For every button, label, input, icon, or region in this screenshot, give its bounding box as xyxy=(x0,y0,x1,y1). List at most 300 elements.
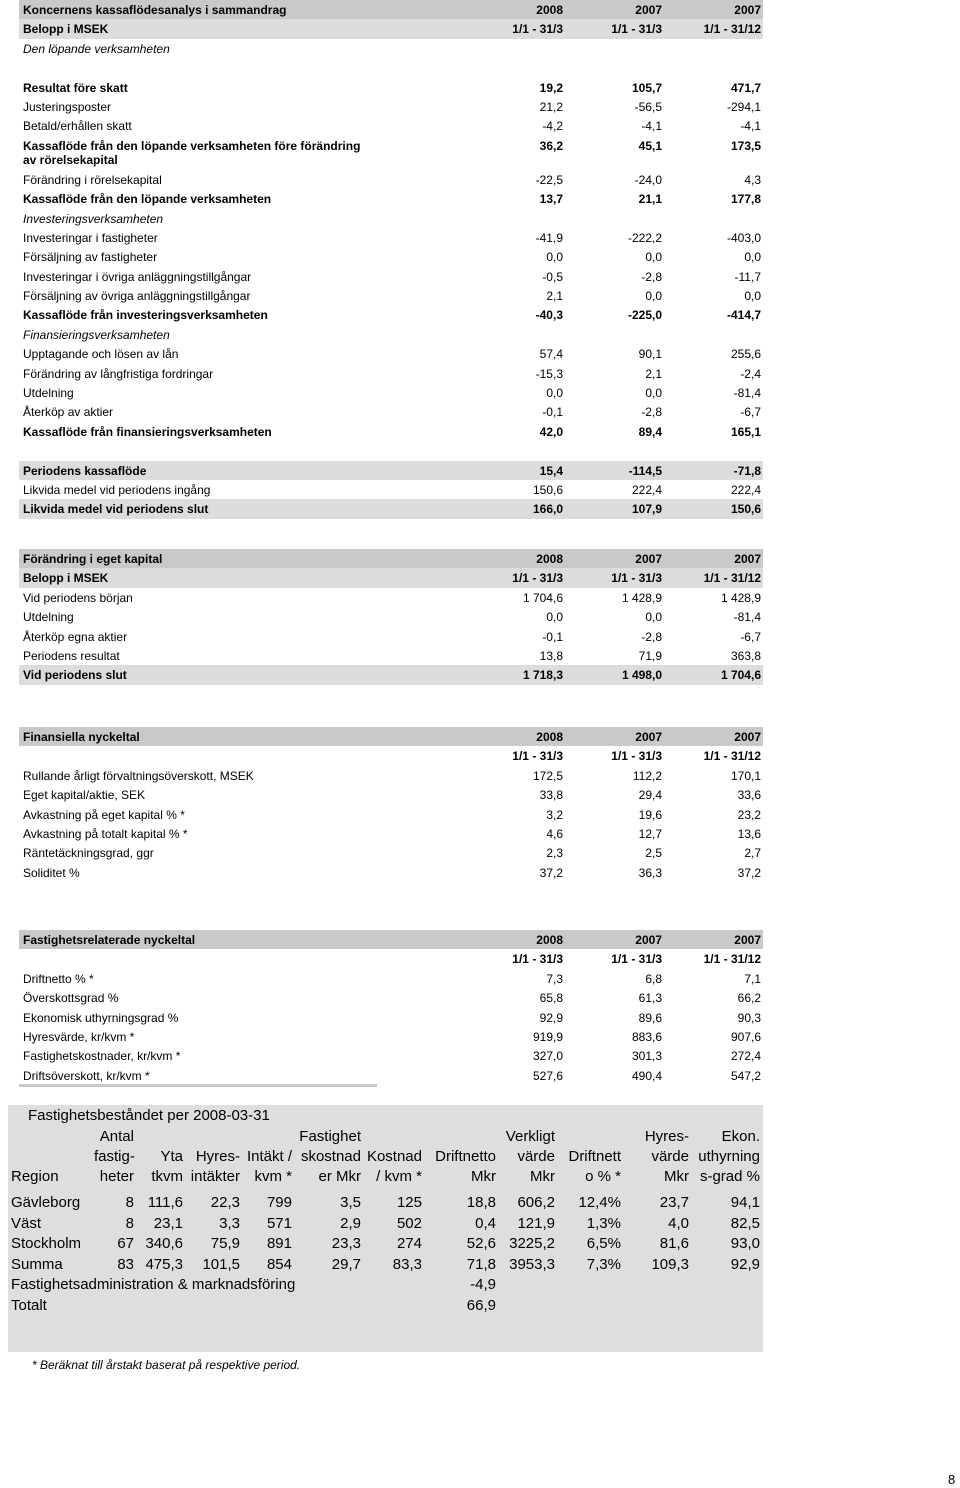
column-header: / kvm * xyxy=(376,1168,422,1185)
value-cell: 71,8 xyxy=(466,1255,496,1273)
row-value: 4,3 xyxy=(744,172,761,187)
column-header: Yta xyxy=(160,1148,183,1165)
row-value: -2,8 xyxy=(641,269,662,284)
row-label xyxy=(19,668,466,682)
row-value: -414,7 xyxy=(726,308,761,323)
row-value: 66,2 xyxy=(737,991,761,1006)
row-label-text: Försäljning av övriga anläggningstillgångar xyxy=(23,289,251,304)
table-row xyxy=(19,969,763,988)
row-value: 363,8 xyxy=(730,648,761,663)
table-row xyxy=(19,136,763,170)
row-label xyxy=(19,250,466,264)
value-cell: 92,9 xyxy=(730,1255,760,1273)
row-value: 527,6 xyxy=(532,1068,563,1083)
row-value: -2,4 xyxy=(740,366,761,381)
row-label xyxy=(19,649,466,663)
row-label-text: Likvida medel vid periodens ingång xyxy=(23,482,211,497)
value-cell: 340,6 xyxy=(145,1235,183,1253)
value-cell: 22,3 xyxy=(210,1194,240,1211)
value-cell: 799 xyxy=(266,1194,292,1211)
row-value: -15,3 xyxy=(535,366,563,381)
column-header: Intäkt / xyxy=(246,1148,292,1165)
holdings-title: Fastighetsbeståndet per 2008-03-31 xyxy=(28,1107,270,1124)
section-title: Fastighetsrelaterade nyckeltal xyxy=(23,933,196,947)
row-label xyxy=(19,347,466,361)
table-row xyxy=(19,499,763,518)
row-value: 13,7 xyxy=(539,192,563,207)
row-label-text: Hyresvärde, kr/kvm * xyxy=(23,1029,135,1044)
column-header: Antal xyxy=(99,1128,134,1145)
region-cell: Gävleborg xyxy=(11,1194,81,1211)
row-value: 13,6 xyxy=(737,826,761,841)
value-cell: 93,0 xyxy=(730,1235,760,1253)
row-value: 6,8 xyxy=(645,971,662,986)
row-value: 2,7 xyxy=(744,846,761,861)
spacer xyxy=(19,58,763,77)
row-value: 301,3 xyxy=(631,1049,662,1064)
table-row xyxy=(19,422,763,441)
row-value: 23,2 xyxy=(737,807,761,822)
footnote-box xyxy=(8,1352,763,1378)
row-label-text: Finansieringsverksamheten xyxy=(23,327,170,342)
row-value: -40,3 xyxy=(535,308,563,323)
value-cell: 18,8 xyxy=(466,1194,496,1211)
value-cell: 571 xyxy=(266,1214,292,1232)
row-label-text: Utdelning xyxy=(23,386,74,401)
row-value: 272,4 xyxy=(730,1049,761,1064)
column-header: värde xyxy=(517,1148,555,1165)
row-label-text: Periodens kassaflöde xyxy=(23,463,147,478)
table-header-row xyxy=(19,549,763,568)
column-header: s-grad % xyxy=(699,1168,760,1185)
row-label xyxy=(19,991,466,1005)
row-label-text: Likvida medel vid periodens slut xyxy=(23,502,209,517)
table-row xyxy=(19,364,763,383)
year-header: 2007 xyxy=(734,730,761,744)
value-cell: 23,1 xyxy=(153,1214,183,1232)
column-header: Ekon. xyxy=(721,1128,760,1145)
column-header: o % * xyxy=(585,1168,621,1185)
value-cell: 111,6 xyxy=(147,1194,183,1211)
row-value: -22,5 xyxy=(535,172,563,187)
row-value: 1 718,3 xyxy=(522,668,563,683)
row-label xyxy=(19,308,466,322)
row-value: 1 704,6 xyxy=(522,590,563,605)
table-row xyxy=(19,1066,763,1085)
table-header-row xyxy=(19,0,763,19)
row-value: -71,8 xyxy=(733,463,761,478)
table-row xyxy=(19,824,763,843)
value-cell: 101,5 xyxy=(202,1255,240,1273)
value-cell: 94,1 xyxy=(730,1194,760,1211)
table-row xyxy=(19,1027,763,1046)
row-value: -403,0 xyxy=(726,230,761,245)
value-cell: 3953,3 xyxy=(509,1255,555,1273)
footnote-text: * Beräknat till årstakt baserat på respektive period. xyxy=(32,1358,301,1372)
value-cell: 29,7 xyxy=(331,1255,361,1273)
column-header: heter xyxy=(99,1168,134,1185)
property-kpi-table xyxy=(19,930,763,1085)
row-label xyxy=(19,808,466,822)
row-value: -41,9 xyxy=(535,230,563,245)
row-label-text: Investeringsverksamheten xyxy=(23,211,164,226)
row-value: 7,1 xyxy=(744,971,761,986)
row-label-text: Investeringar i övriga anläggningstillgångar xyxy=(23,269,252,284)
value-cell: 125 xyxy=(396,1194,422,1211)
row-value: -2,8 xyxy=(641,629,662,644)
row-label-text: Vid periodens början xyxy=(23,590,133,605)
row-label xyxy=(19,769,466,783)
column-header: Mkr xyxy=(471,1168,496,1185)
period-header: 1/1 - 31/3 xyxy=(512,749,563,764)
unit-label: Belopp i MSEK xyxy=(23,571,109,586)
holdings-row xyxy=(8,1214,763,1235)
region-cell: Fastighetsadministration & marknadsföring xyxy=(11,1276,296,1294)
row-label-text: Upptagande och lösen av lån xyxy=(23,347,179,362)
row-value: 0,0 xyxy=(645,289,662,304)
row-value: -294,1 xyxy=(726,99,761,114)
value-cell: 891 xyxy=(266,1235,292,1253)
period-header: 1/1 - 31/3 xyxy=(611,22,662,37)
value-cell: 475,3 xyxy=(145,1255,183,1273)
year-header: 2007 xyxy=(635,730,662,744)
row-value: 0,0 xyxy=(744,250,761,265)
row-label xyxy=(19,173,466,187)
value-cell: 0,4 xyxy=(475,1214,496,1232)
table-row xyxy=(19,209,763,228)
row-label xyxy=(19,231,466,245)
period-header: 1/1 - 31/3 xyxy=(512,952,563,967)
row-label xyxy=(19,464,466,478)
holdings-row xyxy=(8,1193,763,1214)
row-value: 21,2 xyxy=(539,99,563,114)
row-label xyxy=(19,367,466,381)
year-header: 2008 xyxy=(536,730,563,744)
period-header-row xyxy=(19,19,763,38)
row-value: 1 428,9 xyxy=(720,590,761,605)
row-value: -56,5 xyxy=(634,99,662,114)
value-cell: 23,7 xyxy=(659,1194,689,1211)
value-cell: 854 xyxy=(266,1255,292,1273)
table-row xyxy=(19,305,763,324)
period-header: 1/1 - 31/12 xyxy=(703,571,761,586)
table-row xyxy=(19,97,763,116)
row-value: 12,7 xyxy=(638,826,662,841)
section-divider xyxy=(19,1084,377,1087)
period-header-row xyxy=(19,949,763,968)
row-value: -2,8 xyxy=(641,405,662,420)
value-cell: 52,6 xyxy=(466,1235,496,1253)
row-value: 2,5 xyxy=(645,846,662,861)
row-value: 36,2 xyxy=(539,138,563,153)
row-label xyxy=(19,1069,466,1083)
row-value: -81,4 xyxy=(733,610,761,625)
value-cell: 606,2 xyxy=(517,1194,555,1211)
period-header: 1/1 - 31/3 xyxy=(611,571,662,586)
row-label-text: Eget kapital/aktie, SEK xyxy=(23,788,146,803)
row-value: 37,2 xyxy=(539,865,563,880)
table-row xyxy=(19,344,763,363)
table-row xyxy=(19,189,763,208)
value-cell: 8 xyxy=(125,1214,134,1232)
row-label xyxy=(19,610,466,624)
section-title: Koncernens kassaflödesanalys i sammandrag xyxy=(23,3,287,17)
row-value: 471,7 xyxy=(730,80,761,95)
row-label xyxy=(19,270,466,284)
column-header: skostnad xyxy=(300,1148,361,1165)
row-value: 2,1 xyxy=(645,366,662,381)
row-label xyxy=(19,212,466,226)
row-value: 7,3 xyxy=(546,971,563,986)
row-value: 0,0 xyxy=(546,386,563,401)
table-row xyxy=(19,1046,763,1065)
financial-kpi-table xyxy=(19,727,763,882)
row-value: 107,9 xyxy=(631,502,662,517)
table-row xyxy=(19,646,763,665)
column-header: Hyres- xyxy=(195,1148,240,1165)
row-value: 1 498,0 xyxy=(621,668,662,683)
row-label xyxy=(19,483,466,497)
row-label xyxy=(19,139,466,167)
value-cell: 66,9 xyxy=(466,1297,496,1314)
region-cell: Summa xyxy=(11,1255,63,1273)
year-header: 2007 xyxy=(635,3,662,17)
year-header: 2007 xyxy=(635,933,662,947)
period-header: 1/1 - 31/3 xyxy=(611,952,662,967)
row-label-text: Överskottsgrad % xyxy=(23,991,119,1006)
row-value: 0,0 xyxy=(645,250,662,265)
row-value: 89,4 xyxy=(638,424,662,439)
year-header: 2008 xyxy=(536,933,563,947)
row-value: 19,6 xyxy=(638,807,662,822)
holdings-row xyxy=(8,1275,763,1296)
row-value: 1 704,6 xyxy=(720,668,761,683)
row-value: 919,9 xyxy=(532,1029,563,1044)
table-row xyxy=(19,607,763,626)
row-value: 327,0 xyxy=(532,1049,563,1064)
row-label xyxy=(19,591,466,605)
row-value: -225,0 xyxy=(627,308,662,323)
value-cell: 3225,2 xyxy=(509,1235,555,1253)
row-label xyxy=(19,972,466,986)
value-cell: 75,9 xyxy=(210,1235,240,1253)
value-cell: 502 xyxy=(396,1214,422,1232)
section-title: Finansiella nyckeltal xyxy=(23,730,140,744)
table-row xyxy=(19,325,763,344)
row-value: 255,6 xyxy=(730,347,761,362)
column-header: fastig- xyxy=(94,1148,135,1165)
row-value: 150,6 xyxy=(532,482,563,497)
row-value: 547,2 xyxy=(730,1068,761,1083)
row-value: 33,8 xyxy=(539,788,563,803)
row-label-text: Vid periodens slut xyxy=(23,668,127,683)
row-value: -4,1 xyxy=(740,119,761,134)
column-header: uthyrning xyxy=(698,1148,760,1165)
row-label-text: Förändring i rörelsekapital xyxy=(23,172,162,187)
table-row xyxy=(19,627,763,646)
row-label-text: Driftnetto % * xyxy=(23,971,94,986)
row-label xyxy=(19,405,466,419)
row-value: 0,0 xyxy=(645,386,662,401)
region-cell: Totalt xyxy=(11,1297,47,1314)
year-header: 2007 xyxy=(734,552,761,566)
row-value: -24,0 xyxy=(634,172,662,187)
row-label xyxy=(19,846,466,860)
row-value: 0,0 xyxy=(744,289,761,304)
region-cell: Väst xyxy=(11,1214,42,1232)
row-label xyxy=(19,386,466,400)
row-label-text: Fastighetskostnader, kr/kvm * xyxy=(23,1049,181,1064)
year-header: 2007 xyxy=(734,3,761,17)
column-header: Verkligt xyxy=(505,1128,555,1145)
table-row xyxy=(19,480,763,499)
value-cell: 12,4% xyxy=(578,1194,621,1211)
value-cell: 8 xyxy=(125,1194,134,1211)
value-cell: 7,3% xyxy=(586,1255,621,1273)
value-cell: -4,9 xyxy=(470,1276,496,1294)
row-value: -4,1 xyxy=(641,119,662,134)
row-value: -6,7 xyxy=(740,629,761,644)
table-row xyxy=(19,383,763,402)
row-value: 29,4 xyxy=(638,788,662,803)
row-value: -114,5 xyxy=(628,463,662,478)
row-label-text: Investeringar i fastigheter xyxy=(23,230,158,245)
row-value: 61,3 xyxy=(638,991,662,1006)
row-value: 21,1 xyxy=(638,192,662,207)
row-value: 883,6 xyxy=(631,1029,662,1044)
column-header: er Mkr xyxy=(318,1168,361,1185)
row-value: 173,5 xyxy=(730,138,761,153)
row-value: 0,0 xyxy=(546,250,563,265)
table-row xyxy=(19,116,763,135)
value-cell: 274 xyxy=(396,1235,422,1253)
row-label-text: Återköp egna aktier xyxy=(23,629,128,644)
period-header: 1/1 - 31/3 xyxy=(512,571,563,586)
row-value: 0,0 xyxy=(546,610,563,625)
table-row xyxy=(19,805,763,824)
value-cell: 2,9 xyxy=(340,1214,361,1232)
year-header: 2008 xyxy=(536,552,563,566)
row-label xyxy=(19,827,466,841)
table-row xyxy=(19,39,763,58)
column-header: kvm * xyxy=(254,1168,292,1185)
row-value: 177,8 xyxy=(730,192,761,207)
column-header: Mkr xyxy=(530,1168,555,1185)
row-value: 4,6 xyxy=(546,826,563,841)
row-label-text: Resultat före skatt xyxy=(23,80,128,95)
row-label xyxy=(19,1049,466,1063)
row-value: 90,3 xyxy=(737,1010,761,1025)
row-label-text: Kassaflöde från den löpande verksamheten xyxy=(23,192,272,207)
row-label-text: Rullande årligt förvaltningsöverskott, MSEK xyxy=(23,768,254,783)
row-label-text: Soliditet % xyxy=(23,865,80,880)
value-cell: 23,3 xyxy=(331,1235,361,1253)
row-label-text-cont: av rörelsekapital xyxy=(23,152,118,167)
spacer xyxy=(19,441,763,460)
column-header: tkvm xyxy=(151,1168,183,1185)
section-title: Förändring i eget kapital xyxy=(23,552,163,566)
period-header-row xyxy=(19,746,763,765)
row-value: 0,0 xyxy=(645,610,662,625)
period-header-row xyxy=(19,568,763,587)
row-value: 166,0 xyxy=(532,502,563,517)
column-header: Driftnetto xyxy=(435,1148,496,1165)
row-value: 33,6 xyxy=(737,788,761,803)
row-value: 2,3 xyxy=(546,846,563,861)
holdings-row xyxy=(8,1234,763,1255)
row-value: 490,4 xyxy=(631,1068,662,1083)
row-label-text: Kassaflöde från den löpande verksamheten före förändring xyxy=(23,138,361,153)
page-number: 8 xyxy=(948,1472,956,1487)
row-value: -11,7 xyxy=(734,269,761,284)
value-cell: 83 xyxy=(117,1255,134,1273)
row-value: 65,8 xyxy=(539,991,563,1006)
year-header: 2007 xyxy=(734,933,761,947)
table-row xyxy=(19,665,763,684)
row-value: 112,2 xyxy=(632,768,662,783)
row-value: 165,1 xyxy=(730,424,761,439)
row-value: 222,4 xyxy=(631,482,662,497)
row-value: 89,6 xyxy=(638,1010,662,1025)
year-header: 2008 xyxy=(536,3,563,17)
year-header: 2007 xyxy=(635,552,662,566)
row-label-text: Periodens resultat xyxy=(23,648,120,663)
value-cell: 82,5 xyxy=(730,1214,760,1232)
table-row xyxy=(19,247,763,266)
table-row xyxy=(19,170,763,189)
row-label-text: Kassaflöde från investeringsverksamheten xyxy=(23,308,268,323)
value-cell: 3,5 xyxy=(340,1194,361,1211)
row-label-text: Den löpande verksamheten xyxy=(23,41,170,56)
row-value: 1 428,9 xyxy=(621,590,662,605)
table-row xyxy=(19,766,763,785)
holdings-row xyxy=(8,1296,763,1317)
row-label xyxy=(19,1030,466,1044)
row-value: 19,2 xyxy=(539,80,563,95)
row-value: 57,4 xyxy=(539,347,563,362)
period-header: 1/1 - 31/12 xyxy=(703,22,761,37)
table-row xyxy=(19,988,763,1007)
value-cell: 83,3 xyxy=(392,1255,422,1273)
table-row xyxy=(19,402,763,421)
row-label-text: Kassaflöde från finansieringsverksamheten xyxy=(23,424,272,439)
row-label xyxy=(19,866,466,880)
row-label xyxy=(19,119,466,133)
row-value: 92,9 xyxy=(539,1010,563,1025)
row-value: 222,4 xyxy=(730,482,761,497)
column-header: Driftnett xyxy=(568,1148,621,1165)
table-row xyxy=(19,267,763,286)
row-label-text: Avkastning på totalt kapital % * xyxy=(23,826,188,841)
row-value: -4,2 xyxy=(542,119,563,134)
row-label-text: Driftsöverskott, kr/kvm * xyxy=(23,1068,150,1083)
row-label xyxy=(19,1011,466,1025)
row-label-text: Räntetäckningsgrad, ggr xyxy=(23,846,154,861)
region-cell: Stockholm xyxy=(11,1235,82,1253)
period-header: 1/1 - 31/3 xyxy=(611,749,662,764)
row-value: 15,4 xyxy=(539,463,563,478)
row-value: -81,4 xyxy=(733,386,761,401)
row-value: -222,2 xyxy=(627,230,662,245)
value-cell: 4,0 xyxy=(668,1214,689,1232)
value-cell: 6,5% xyxy=(586,1235,621,1253)
column-header: intäkter xyxy=(190,1168,240,1185)
row-value: 150,6 xyxy=(730,502,761,517)
column-header: Fastighet xyxy=(299,1128,361,1145)
row-label-text: Justeringsposter xyxy=(23,99,112,114)
table-row xyxy=(19,588,763,607)
column-header: Kostnad xyxy=(366,1148,422,1165)
